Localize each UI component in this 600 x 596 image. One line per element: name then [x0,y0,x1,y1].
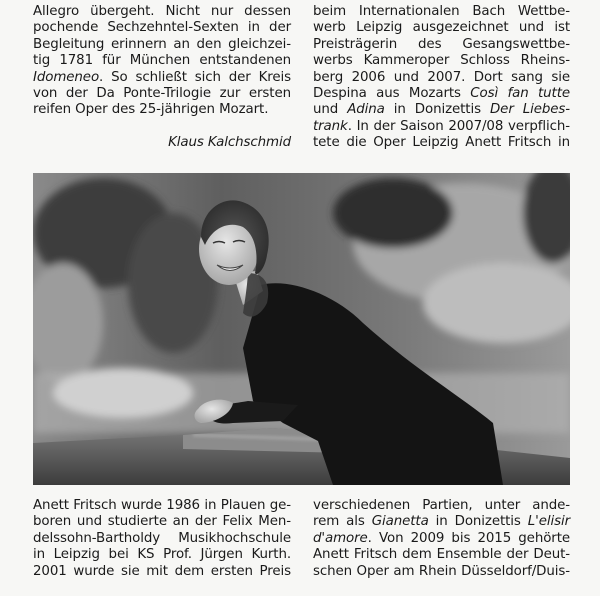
text-column-top-right [313,4,570,152]
role-name: Gianetta [371,514,429,530]
text-column-bottom-left [33,498,291,580]
opera-title: Idomeneo [33,69,100,85]
text-fragment: . Von 2009 bis 2015 gehörte [367,530,570,546]
text-line: 2001 wurde sie mit dem ersten Preis [33,563,291,579]
text-line-spacer [33,119,291,135]
text-fragment: rem als [313,514,372,530]
opera-title: d'amore [313,530,368,546]
text-line: Begleitung erinnern an den gleichzei- [33,36,291,52]
opera-title: L'elisir [527,514,570,530]
text-line: pochende Sechzehntel-Sexten in der [33,20,291,36]
text-fragment: . So schließt sich der Kreis [99,69,291,85]
text-column-top-left [33,4,291,152]
text-line [313,102,570,118]
text-line [313,86,570,102]
text-fragment: in Donizettis [428,514,528,530]
text-line: Anett Fritsch dem Ensemble der Deut- [313,547,570,563]
text-line [313,514,570,530]
text-fragment: in Donizettis [384,102,490,118]
opera-title: Der Liebes- [489,102,570,118]
text-line: berg 2006 und 2007. Dort sang sie [313,69,570,85]
text-line: werb Leipzig ausgezeichnet und ist [313,20,570,36]
text-column-bottom-right [313,498,570,580]
text-line [33,70,291,86]
text-line: verschiedenen Partien, unter ande- [313,498,570,513]
role-name: Adina [347,102,385,118]
text-line: in Leipzig bei KS Prof. Jürgen Kurth. [33,547,291,563]
text-fragment: . In der Saison 2007/08 verpflich- [347,118,570,134]
text-line: tig 1781 für München entstandenen [33,53,291,69]
opera-title: trank [313,118,348,134]
text-line: Allegro übergeht. Nicht nur dessen [33,4,291,19]
author-credit [33,135,291,151]
opera-title: Così fan tutte [470,85,570,101]
text-line: Preisträgerin des Gesangswettbe- [313,36,570,52]
text-fragment: Despina aus Mozarts [313,85,471,101]
text-line: schen Oper am Rhein Düsseldorf/Duis- [313,563,570,579]
text-line: boren und studierte an der Felix Men- [33,514,291,530]
text-line: Anett Fritsch wurde 1986 in Plauen ge- [33,498,291,513]
portrait-photo [33,173,570,485]
text-line [313,119,570,135]
text-line: von der Da Ponte-Trilogie zur ersten [33,85,291,101]
author-name: Klaus Kalchschmid [168,135,291,151]
text-line: tete die Oper Leipzig Anett Fritsch in [313,135,570,151]
text-line: beim Internationalen Bach Wettbe- [313,4,570,19]
text-line [313,531,570,547]
text-line: reifen Oper des 25-jährigen Mozart. [33,102,269,118]
text-fragment: und [313,102,348,118]
text-line: delssohn-Bartholdy Musikhochschule [33,530,291,546]
text-line: werbs Kammeroper Schloss Rheins- [313,53,570,69]
